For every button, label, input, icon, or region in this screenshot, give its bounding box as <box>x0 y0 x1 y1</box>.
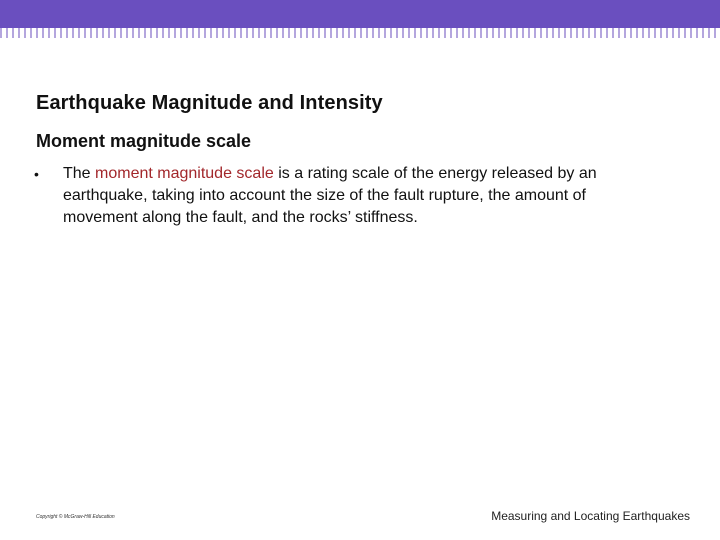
bullet-text-prefix: The <box>63 165 96 182</box>
copyright-notice: Copyright © McGraw-Hill Education <box>36 514 115 520</box>
section-footer: Measuring and Locating Earthquakes <box>491 509 690 523</box>
bullet-text <box>63 163 658 229</box>
bullet-text-suffix: is a rating scale of the energy released by an earthquake, taking into account the size of the fault rupture, the amount of movement along the fault, and the rocks’ stiffness. <box>63 165 597 226</box>
header-stripe <box>0 28 720 38</box>
slide-subtitle: Moment magnitude scale <box>36 131 252 151</box>
bullet-marker: • <box>34 166 39 182</box>
term-highlight: moment magnitude scale <box>95 165 274 182</box>
slide-title: Earthquake Magnitude and Intensity <box>36 92 383 114</box>
header-bar <box>0 0 720 28</box>
